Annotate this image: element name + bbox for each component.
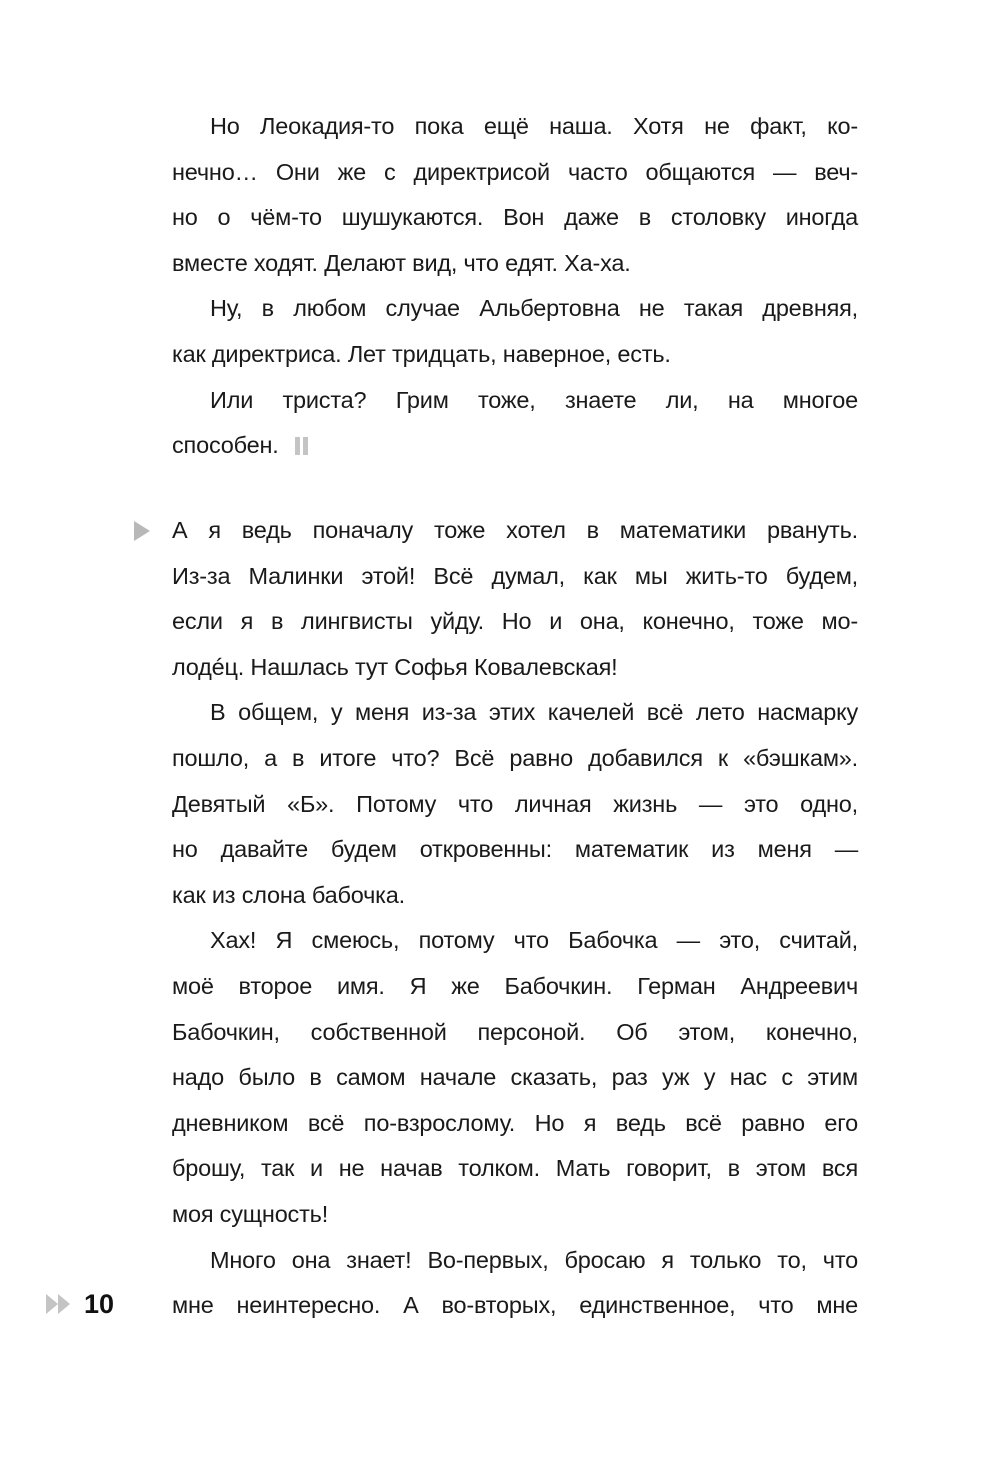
paragraph (172, 508, 858, 690)
fast-forward-icon (46, 1294, 74, 1314)
pause-icon (295, 437, 309, 455)
text-line: способен. (172, 432, 279, 459)
text-line: Но Леокадия-то пока ещё наша. Хотя не факт, ко- (210, 113, 858, 139)
paragraph (172, 378, 858, 469)
text-section-2 (172, 508, 858, 1329)
paragraph (172, 918, 858, 1237)
text-line: если я в лингвисты уйду. Но и она, конечно, тоже мо- (172, 608, 858, 635)
text-line: Хах! Я смеюсь, потому что Бабочка — это, считай, (210, 927, 858, 954)
text-line: надо было в самом начале сказать, раз уж у нас с этим (172, 1064, 858, 1091)
text-line: Ну, в любом случае Альбертовна не такая древняя, (210, 295, 858, 322)
play-icon (134, 521, 150, 541)
text-line: но давайте будем откровенны: математик из меня — (172, 836, 858, 863)
text-line: пошло, а в итоге что? Всё равно добавился к «бэшкам». (172, 744, 858, 771)
text-line: но о чём-то шушукаются. Вон даже в столовку иногда (172, 204, 858, 231)
text-line: Или триста? Грим тоже, знаете ли, на многое (210, 386, 858, 413)
text-line: А я ведь поначалу тоже хотел в математики рвануть. (172, 517, 858, 543)
text-line: дневником всё по-взрослому. Но я ведь всё равно его (172, 1109, 858, 1136)
text-line: Много она знает! Во-первых, бросаю я только то, что (210, 1246, 858, 1273)
text-line: лодéц. Нашлась тут Софья Ковалевская! (172, 653, 618, 680)
paragraph (172, 286, 858, 377)
text-line: как из слона бабочка. (172, 881, 405, 908)
text-line: мне неинтересно. А во-вторых, единственное, что мне (172, 1292, 858, 1319)
paragraph (172, 104, 858, 286)
paragraph (172, 690, 858, 918)
page-number: 10 (84, 1289, 115, 1319)
text-line: Девятый «Б». Потому что личная жизнь — это одно, (172, 790, 858, 817)
text-line: В общем, у меня из-за этих качелей всё лето насмарку (210, 699, 858, 726)
text-line: моё второе имя. Я же Бабочкин. Герман Андреевич (172, 972, 858, 999)
text-line: как директриса. Лет тридцать, наверное, есть. (172, 340, 671, 367)
text-line: моя сущность! (172, 1200, 329, 1227)
text-line: нечно… Они же с директрисой часто общаются — веч- (172, 158, 858, 185)
paragraph (172, 1238, 858, 1329)
text-section-1 (172, 104, 858, 469)
text-line: Бабочкин, собственной персоной. Об этом, конечно, (172, 1018, 858, 1045)
text-line: вместе ходят. Делают вид, что едят. Ха-ха. (172, 249, 631, 276)
text-line: Из-за Малинки этой! Всё думал, как мы жить-то будем, (172, 562, 858, 589)
text-line: брошу, так и не начав толком. Мать говорит, в этом вся (172, 1155, 858, 1182)
